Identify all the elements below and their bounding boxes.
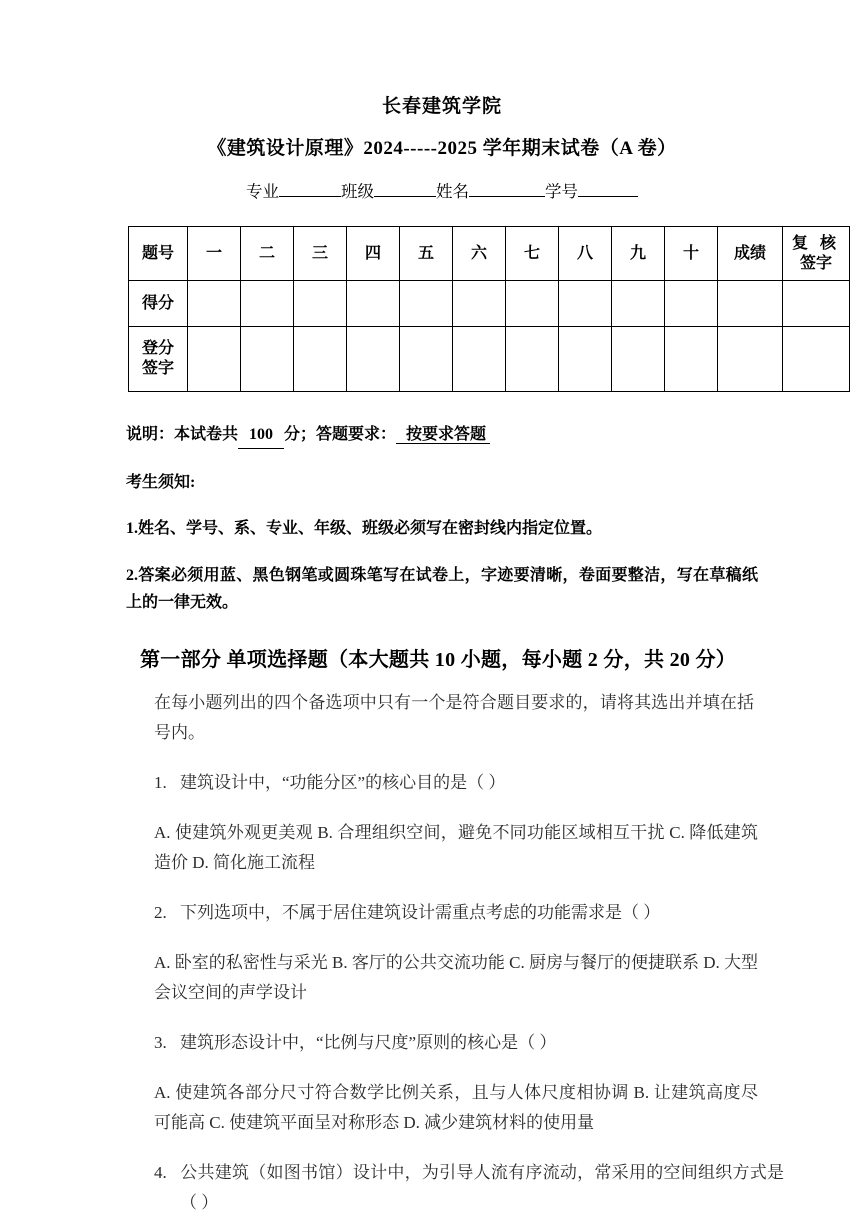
table-cell[interactable] xyxy=(241,281,294,327)
table-cell: 四 xyxy=(347,227,400,281)
table-row xyxy=(129,227,850,281)
signature-label-line1: 登分 xyxy=(141,340,174,357)
student-info-line xyxy=(126,180,758,204)
notice-heading: 考生须知: xyxy=(126,474,196,491)
table-cell[interactable] xyxy=(453,327,506,392)
table-cell[interactable] xyxy=(400,281,453,327)
question-options-2: A. 卧室的私密性与采光 B. 客厅的公共交流功能 C. 厨房与餐厅的便捷联系 D. 大型会议空间的声学设计 xyxy=(154,953,758,1002)
recheck-line1: 复 核 xyxy=(791,234,840,252)
row-label-header: 题号 xyxy=(129,227,188,281)
requirement-value: 按要求答题 xyxy=(396,426,490,444)
question-stem-4 xyxy=(154,1158,784,1218)
name-blank[interactable] xyxy=(469,181,545,197)
student-id-label: 学号 xyxy=(545,182,578,201)
class-label: 班级 xyxy=(341,182,374,201)
question-number-1: 1. xyxy=(154,773,167,792)
explanation-prefix: 说明：本试卷共 xyxy=(126,426,239,443)
table-cell[interactable] xyxy=(294,327,347,392)
table-cell[interactable] xyxy=(612,281,665,327)
row-label-signature xyxy=(129,327,188,392)
table-cell[interactable] xyxy=(347,327,400,392)
table-cell: 八 xyxy=(559,227,612,281)
table-cell: 五 xyxy=(400,227,453,281)
table-cell[interactable] xyxy=(665,281,718,327)
table-cell-total[interactable] xyxy=(718,281,783,327)
explanation-middle: 分；答题要求： xyxy=(284,426,397,443)
notice-item-1: 1.姓名、学号、系、专业、年级、班级必须写在密封线内指定位置。 xyxy=(126,520,603,537)
part-one-intro: 在每小题列出的四个备选项中只有一个是符合题目要求的，请将其选出并填在括号内。 xyxy=(154,693,754,742)
recheck-line2: 签字 xyxy=(799,254,832,272)
table-cell[interactable] xyxy=(506,281,559,327)
signature-label-line2: 签字 xyxy=(141,360,174,377)
table-cell: 一 xyxy=(188,227,241,281)
class-blank[interactable] xyxy=(374,181,436,197)
table-cell: 六 xyxy=(453,227,506,281)
table-row xyxy=(129,281,850,327)
table-cell[interactable] xyxy=(506,327,559,392)
total-score-value: 100 xyxy=(238,422,284,449)
table-cell-total[interactable] xyxy=(718,327,783,392)
part-one-heading: 第一部分 单项选择题（本大题共 10 小题，每小题 2 分，共 20 分） xyxy=(140,649,737,671)
table-cell[interactable] xyxy=(559,327,612,392)
question-number-4: 4. xyxy=(154,1163,167,1182)
question-text-1: 建筑设计中，“功能分区”的核心目的是（ ） xyxy=(180,773,506,792)
table-cell: 二 xyxy=(241,227,294,281)
table-cell[interactable] xyxy=(665,327,718,392)
school-title: 长春建筑学院 xyxy=(381,96,502,117)
table-cell: 九 xyxy=(612,227,665,281)
question-text-2: 下列选项中，不属于居住建筑设计需重点考虑的功能需求是（ ） xyxy=(180,903,661,922)
explanation-line xyxy=(126,422,758,449)
table-cell: 七 xyxy=(506,227,559,281)
table-cell-recheck xyxy=(783,227,850,281)
table-cell[interactable] xyxy=(347,281,400,327)
question-stem-1 xyxy=(154,768,784,798)
table-cell-recheck[interactable] xyxy=(783,327,850,392)
table-cell: 三 xyxy=(294,227,347,281)
question-text-4: 公共建筑（如图书馆）设计中，为引导人流有序流动，常采用的空间组织方式是（ ） xyxy=(180,1163,784,1212)
table-cell-recheck[interactable] xyxy=(783,281,850,327)
table-cell[interactable] xyxy=(400,327,453,392)
table-cell[interactable] xyxy=(453,281,506,327)
table-cell[interactable] xyxy=(188,327,241,392)
question-stem-3 xyxy=(154,1028,784,1058)
question-text-3: 建筑形态设计中，“比例与尺度”原则的核心是（ ） xyxy=(180,1033,557,1052)
student-id-blank[interactable] xyxy=(578,181,638,197)
table-cell[interactable] xyxy=(241,327,294,392)
table-cell[interactable] xyxy=(559,281,612,327)
table-cell[interactable] xyxy=(612,327,665,392)
table-row xyxy=(129,327,850,392)
table-cell: 十 xyxy=(665,227,718,281)
row-label-score: 得分 xyxy=(129,281,188,327)
major-label: 专业 xyxy=(246,182,279,201)
question-stem-2 xyxy=(154,898,784,928)
major-blank[interactable] xyxy=(279,181,341,197)
score-table xyxy=(128,226,850,392)
table-cell-total: 成绩 xyxy=(718,227,783,281)
table-cell[interactable] xyxy=(188,281,241,327)
question-options-3: A. 使建筑各部分尺寸符合数学比例关系，且与人体尺度相协调 B. 让建筑高度尽可能高 C. 使建筑平面呈对称形态 D. 减少建筑材料的使用量 xyxy=(154,1083,758,1132)
notice-item-2: 2.答案必须用蓝、黑色钢笔或圆珠笔写在试卷上，字迹要清晰，卷面要整洁，写在草稿纸上的一律无效。 xyxy=(126,567,758,611)
name-label: 姓名 xyxy=(436,182,469,201)
question-number-2: 2. xyxy=(154,903,167,922)
table-cell[interactable] xyxy=(294,281,347,327)
page-title: 《建筑设计原理》2024-----2025 学年期末试卷（A 卷） xyxy=(207,138,677,159)
question-number-3: 3. xyxy=(154,1033,167,1052)
question-options-1: A. 使建筑外观更美观 B. 合理组织空间，避免不同功能区域相互干扰 C. 降低建筑造价 D. 简化施工流程 xyxy=(154,823,758,872)
